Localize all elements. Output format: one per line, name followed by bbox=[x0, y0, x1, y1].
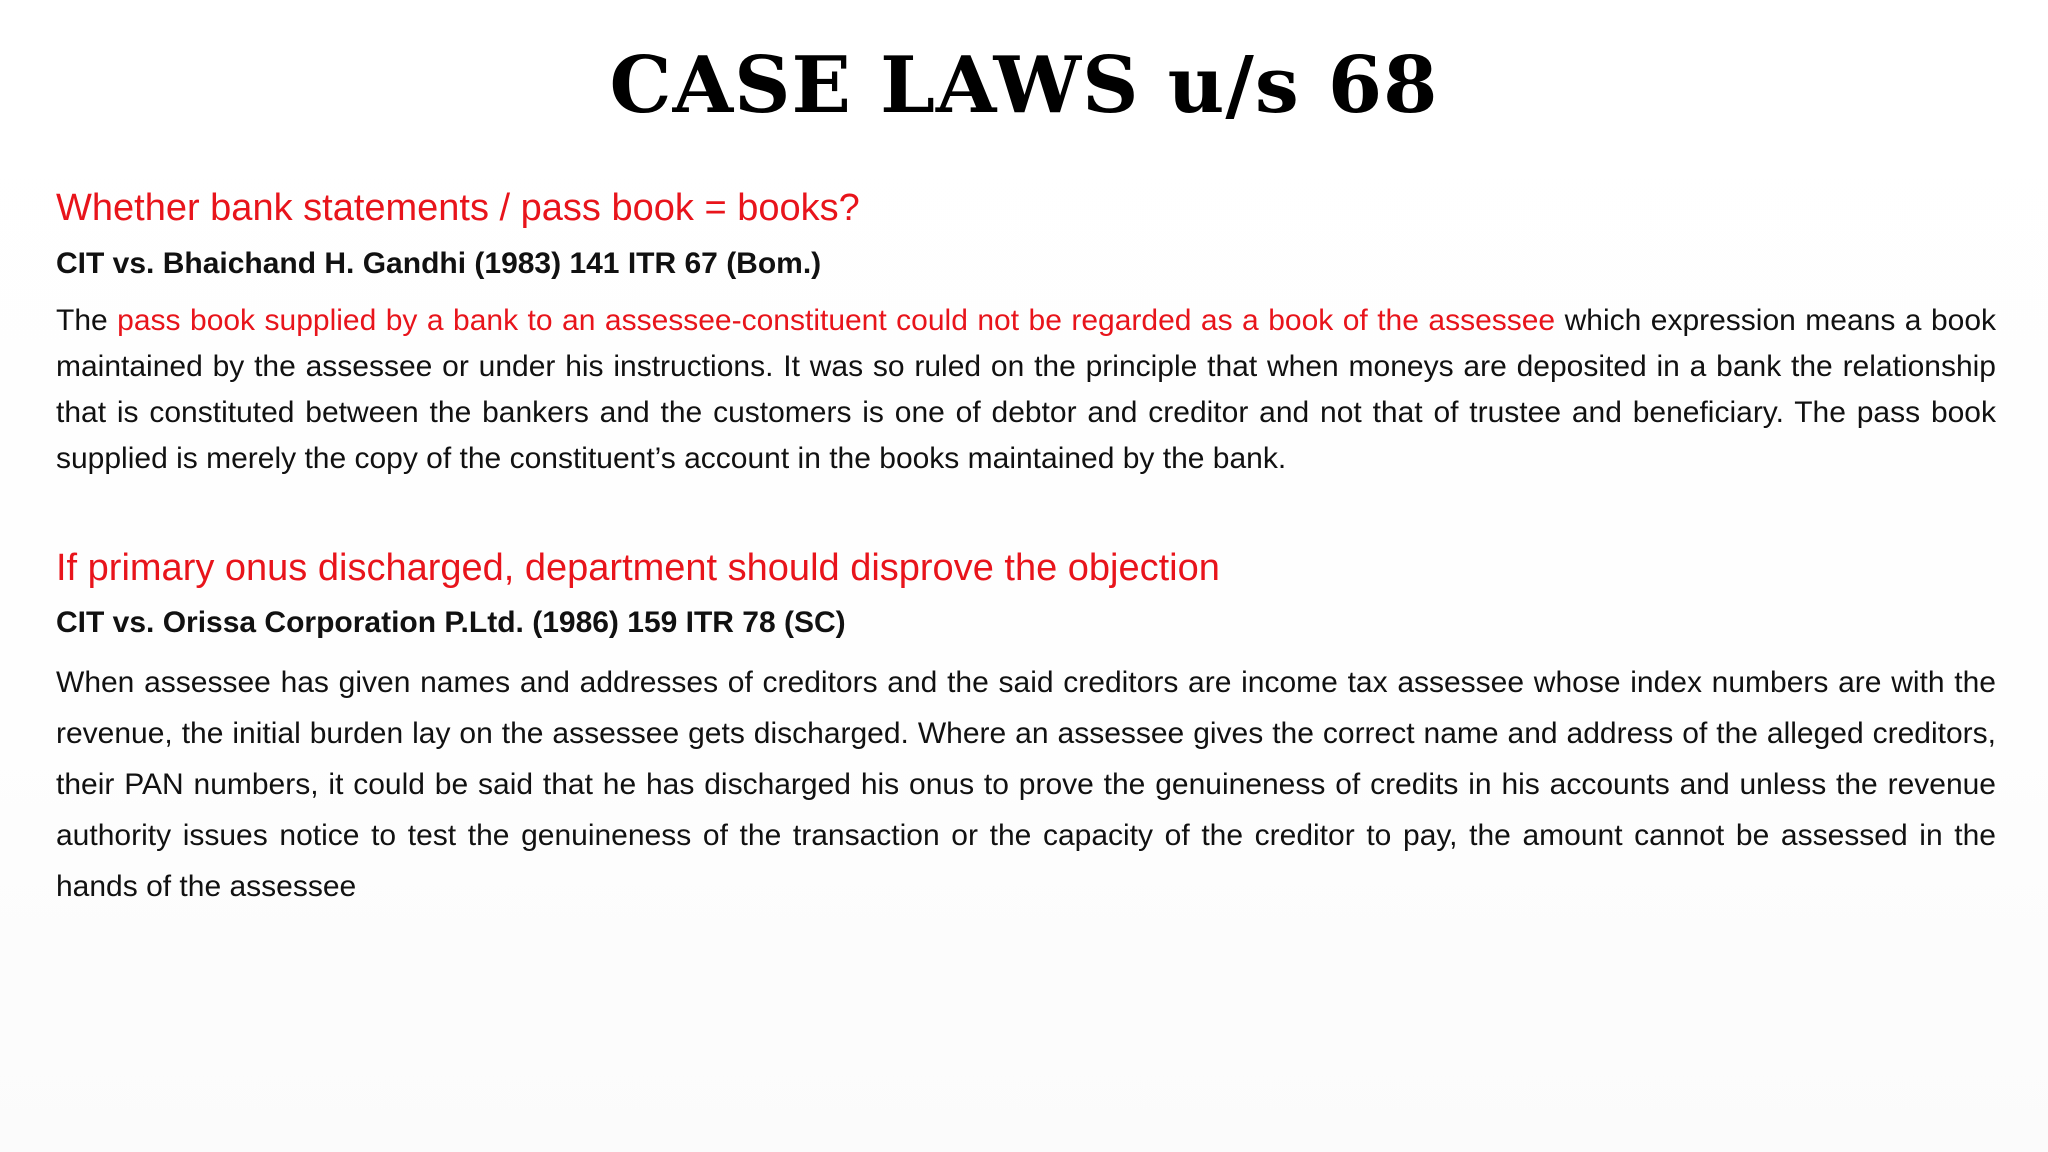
highlighted-text: pass book supplied by a bank to an assessee-constituent could not be regarded as a book of the assessee bbox=[117, 303, 1556, 337]
paragraph-prefix: The bbox=[56, 303, 118, 337]
case-block-2 bbox=[56, 546, 1996, 913]
case-question-heading: Whether bank statements / pass book = books? bbox=[56, 187, 860, 229]
case-citation: CIT vs. Orissa Corporation P.Ltd. (1986) 159 ITR 78 (SC) bbox=[56, 606, 846, 640]
case-citation: CIT vs. Bhaichand H. Gandhi (1983) 141 ITR 67 (Bom.) bbox=[56, 246, 822, 280]
slide-title: CASE LAWS u/s 68 bbox=[609, 40, 1439, 131]
slide-content bbox=[56, 186, 1996, 912]
case-summary-paragraph: When assessee has given names and addresses of creditors and the said creditors are income tax assessee whose index numbers are with the revenue, the initial burden lay on the assessee gets discharged. Where an assessee gives the correct name and address of the alleged creditors, their PAN numbers, it could be said that he has discharged his onus to prove the genuineness of credits in his accounts and unless the revenue authority issues notice to test the genuineness of the transaction or the capacity of the creditor to pay, the amount cannot be assessed in the hands of the assessee bbox=[56, 666, 1996, 904]
paragraph-rest: which expression means a book maintained by the assessee or under his instructions. It was so ruled on the principle that when moneys are deposited in a bank the relationship that is constituted between the bankers and the customers is one of debtor and creditor and not that of trustee and beneficiary. The pass book supplied is merely the copy of the constituent’s account in the books maintained by the bank. bbox=[56, 303, 1997, 475]
case-question-heading: If primary onus discharged, department should disprove the objection bbox=[56, 546, 1220, 589]
case-summary-paragraph bbox=[56, 298, 1996, 482]
case-block-1 bbox=[56, 186, 1996, 482]
